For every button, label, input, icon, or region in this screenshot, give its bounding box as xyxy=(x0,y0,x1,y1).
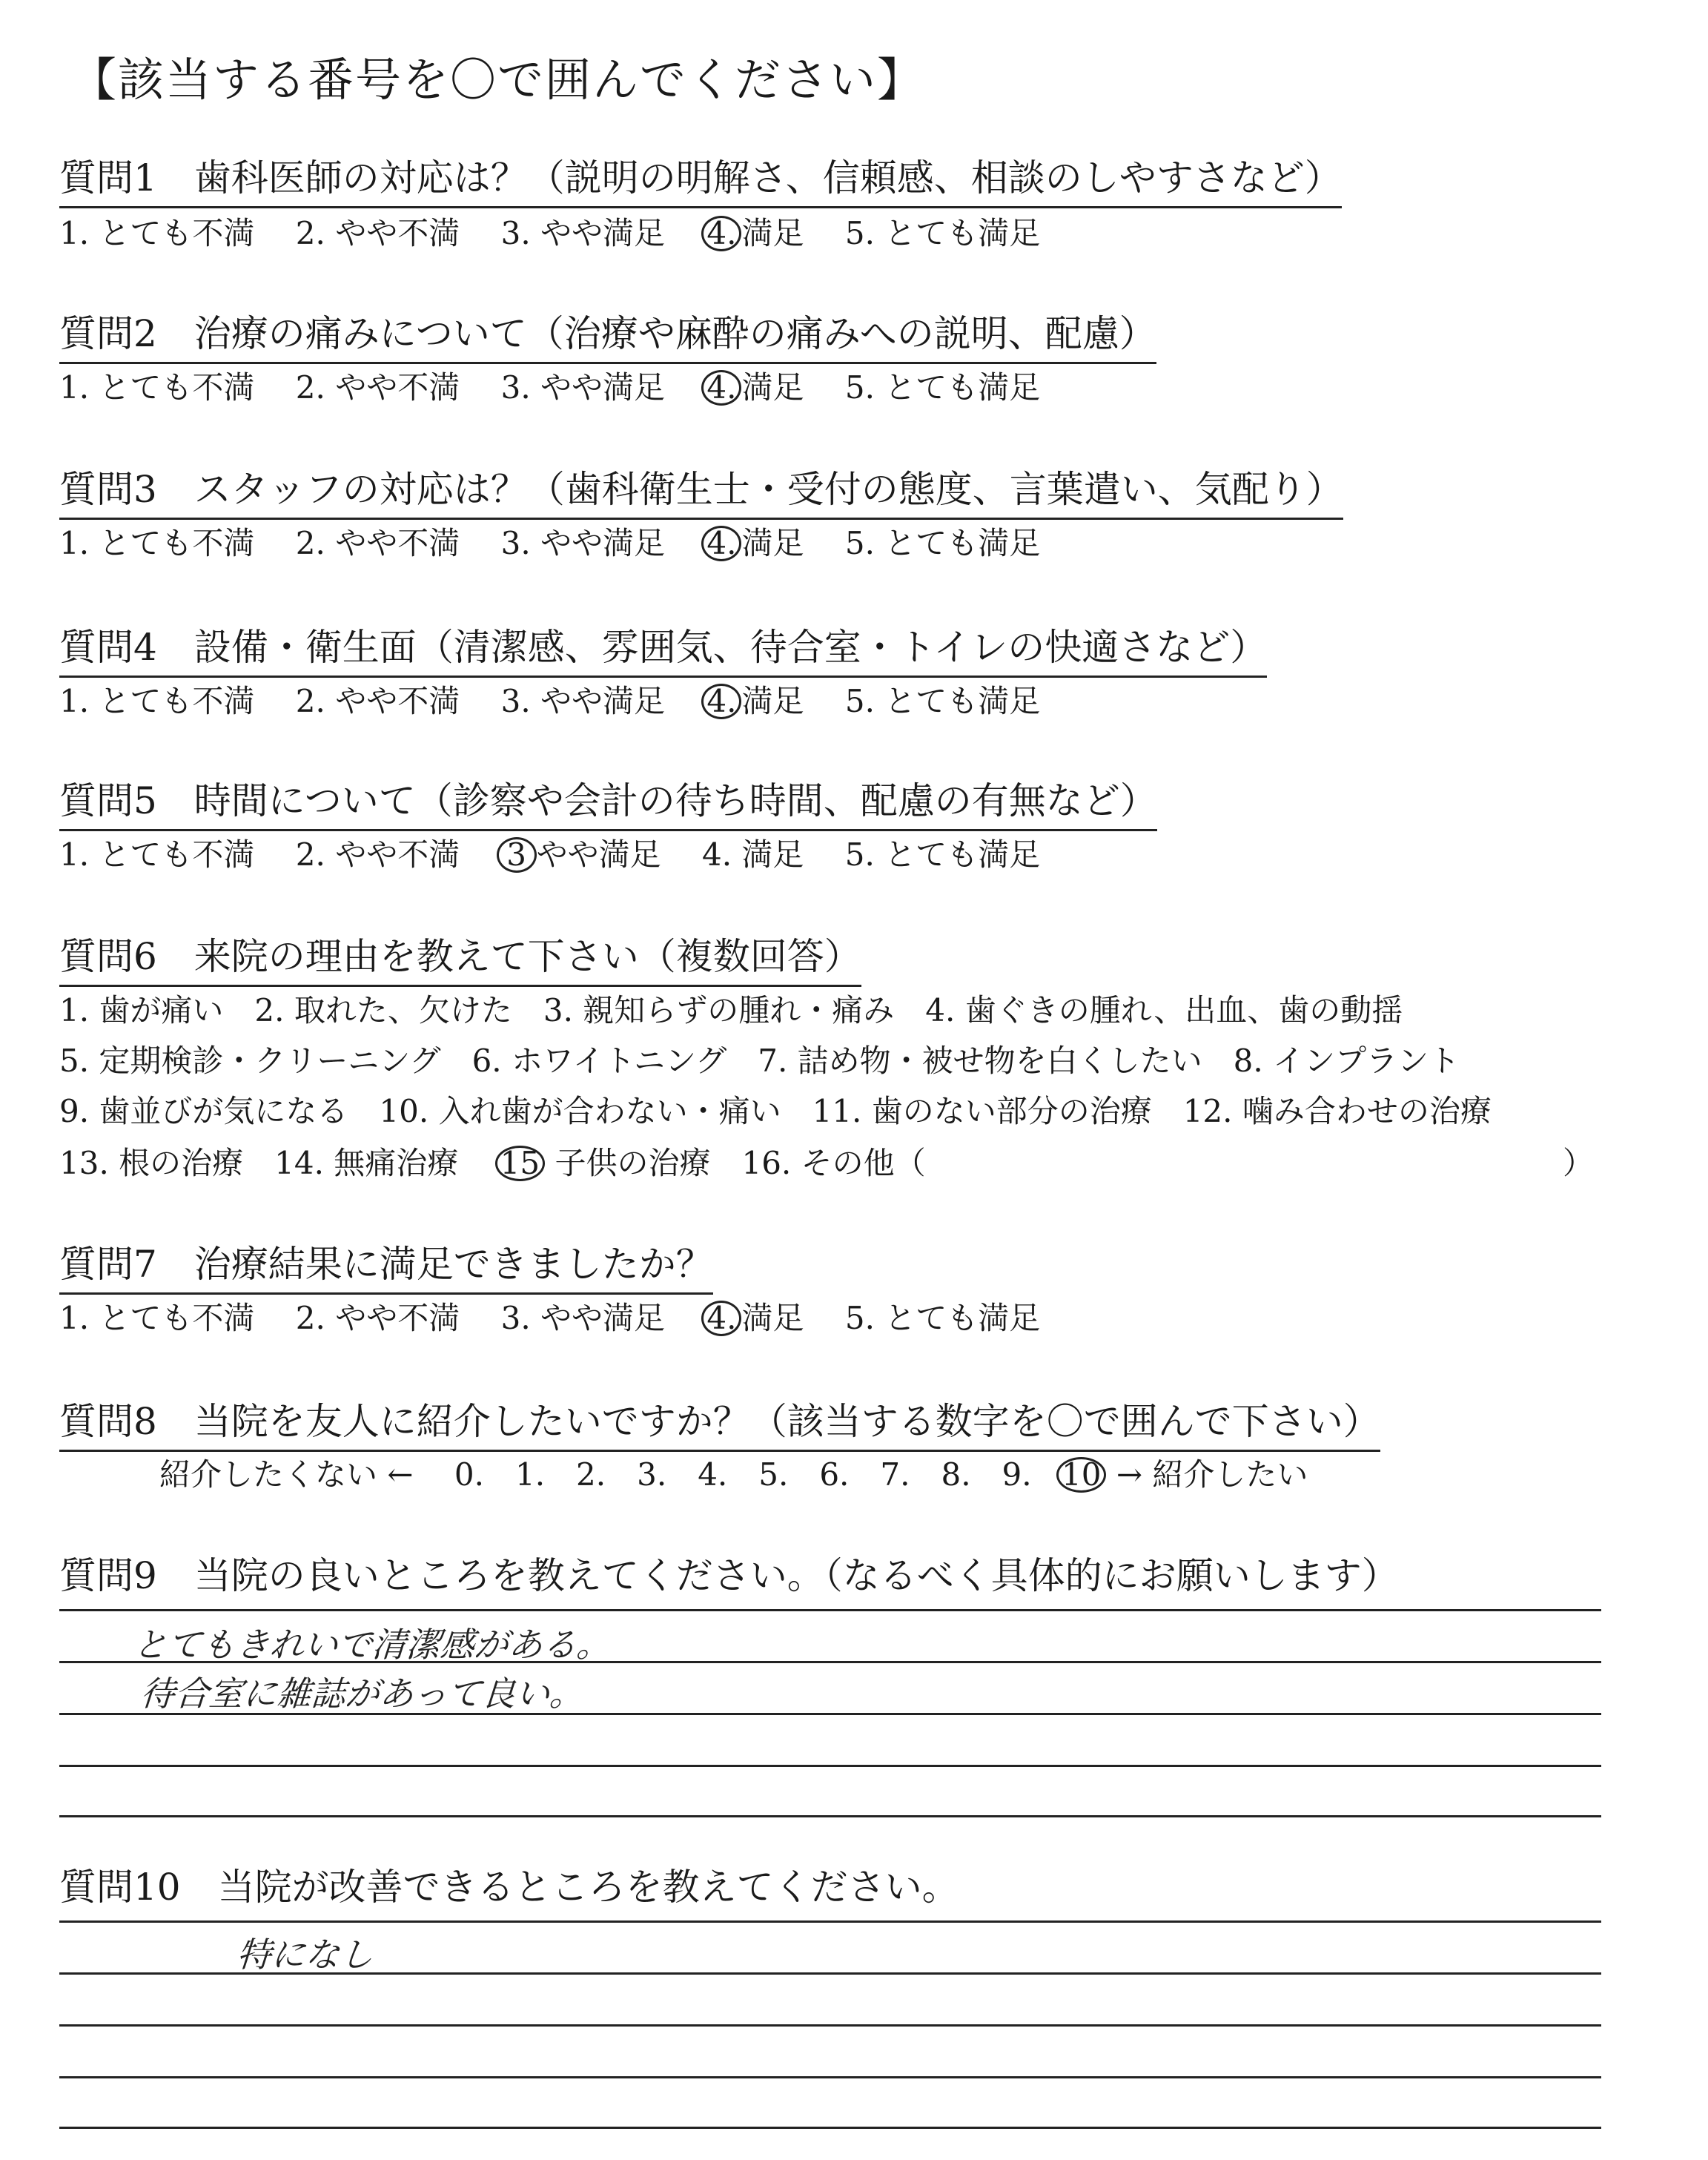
q10-answer-line xyxy=(59,2024,1601,2027)
q6-options-row-4 xyxy=(59,1139,1601,1183)
question-2-label: 質問2 治療の痛みについて（治療や麻酔の痛みへの説明、配慮） xyxy=(59,304,1156,364)
q5-option-4[interactable]: 4. 満足 xyxy=(701,836,804,873)
question-5-label: 質問5 時間について（診察や会計の待ち時間、配慮の有無など） xyxy=(59,771,1157,831)
q3-option-1[interactable]: 1. とても不満 xyxy=(59,525,255,561)
q8-scale-right-label: → 紹介したい xyxy=(1116,1456,1308,1493)
q6-other-close-paren: ） xyxy=(1562,1145,1594,1181)
question-1-label: 質問1 歯科医師の対応は？（説明の明解さ、信頼感、相談のしやすさなど） xyxy=(59,148,1342,208)
q7-option-4-circled[interactable]: 4. xyxy=(701,1301,741,1336)
question-6-label: 質問6 来院の理由を教えて下さい（複数回答） xyxy=(59,927,861,987)
q1-option-4-circled[interactable]: 4. xyxy=(701,216,741,251)
q1-option-1[interactable]: 1. とても不満 xyxy=(59,215,255,251)
q2-option-4-text: 満足 xyxy=(741,369,804,406)
q2-option-4-circled[interactable]: 4. xyxy=(701,370,741,406)
q4-option-5[interactable]: 5. とても満足 xyxy=(844,683,1041,719)
q7-option-2[interactable]: 2. やや不満 xyxy=(295,1300,460,1336)
q7-option-3[interactable]: 3. やや満足 xyxy=(500,1300,666,1336)
q6-options-row-1[interactable]: 1. 歯が痛い 2. 取れた、欠けた 3. 親知らずの腫れ・痛み 4. 歯ぐきの腫れ、出血、歯の動揺 xyxy=(59,992,1403,1028)
q1-option-3[interactable]: 3. やや満足 xyxy=(500,215,666,251)
q2-option-1[interactable]: 1. とても不満 xyxy=(59,369,255,406)
question-3-label: 質問3 スタッフの対応は？（歯科衛生士・受付の態度、言葉遣い、気配り） xyxy=(59,460,1343,520)
q3-option-2[interactable]: 2. やや不満 xyxy=(295,525,460,561)
q6-options-15-16[interactable]: 子供の治療 16. その他（ xyxy=(555,1145,926,1181)
q3-option-4-circled[interactable]: 4. xyxy=(701,526,741,561)
question-5-options xyxy=(59,830,1040,875)
q6-options-row-2[interactable]: 5. 定期検診・クリーニング 6. ホワイトニング 7. 詰め物・被せ物を白くしたい 8. インプラント xyxy=(59,1043,1460,1079)
q1-option-2[interactable]: 2. やや不満 xyxy=(295,215,460,251)
q3-option-4-text: 満足 xyxy=(741,525,804,561)
q8-scale-left-label: 紹介したくない ← xyxy=(159,1456,414,1493)
question-7-label: 質問7 治療結果に満足できましたか？ xyxy=(59,1235,713,1295)
q9-answer-line xyxy=(59,1765,1601,1767)
q6-options-row-3[interactable]: 9. 歯並びが気になる 10. 入れ歯が合わない・痛い 11. 歯のない部分の治療 12. 噛み合わせの治療 xyxy=(59,1093,1492,1129)
question-8-label: 質問8 当院を友人に紹介したいですか？（該当する数字を〇で囲んで下さい） xyxy=(59,1392,1380,1452)
q7-option-1[interactable]: 1. とても不満 xyxy=(59,1300,255,1336)
q1-option-5[interactable]: 5. とても満足 xyxy=(844,215,1041,251)
q6-option-15-circled[interactable]: 15 xyxy=(495,1146,545,1181)
question-4-options xyxy=(59,677,1040,721)
q8-selected-value-circled[interactable]: 10 xyxy=(1056,1457,1106,1493)
q1-option-4-text: 満足 xyxy=(741,215,804,251)
q9-handwritten-answer-1: とてもきれいで清潔感がある。 xyxy=(131,1625,612,1665)
q10-answer-line xyxy=(59,2076,1601,2078)
question-7-options xyxy=(59,1294,1040,1338)
q9-answer-line xyxy=(59,1815,1601,1817)
q4-option-3[interactable]: 3. やや満足 xyxy=(500,683,666,719)
q5-option-3-text: やや満足 xyxy=(536,836,661,873)
q9-handwritten-answer-2: 待合室に雑誌があって良い。 xyxy=(139,1674,586,1714)
page-title: 【該当する番号を〇で囲んでください】 xyxy=(70,53,925,107)
q2-option-2[interactable]: 2. やや不満 xyxy=(295,369,460,406)
q10-answer-line xyxy=(59,1920,1601,1923)
q10-handwritten-answer: 特になし xyxy=(235,1935,375,1975)
q4-option-1[interactable]: 1. とても不満 xyxy=(59,683,255,719)
q8-scale-values[interactable]: 0. 1. 2. 3. 4. 5. 6. 7. 8. 9. xyxy=(454,1456,1032,1493)
q7-option-4-text: 満足 xyxy=(741,1300,804,1336)
question-9-label: 質問9 当院の良いところを教えてください。（なるべく具体的にお願いします） xyxy=(59,1554,1399,1597)
question-1-options xyxy=(59,209,1040,254)
question-2-options xyxy=(59,363,1040,408)
q5-option-5[interactable]: 5. とても満足 xyxy=(844,836,1041,873)
question-4-label: 質問4 設備・衛生面（清潔感、雰囲気、待合室・トイレの快適さなど） xyxy=(59,618,1267,678)
q4-option-2[interactable]: 2. やや不満 xyxy=(295,683,460,719)
q4-option-4-text: 満足 xyxy=(741,683,804,719)
q10-answer-line xyxy=(59,2127,1601,2129)
q5-option-3-circled[interactable]: 3 xyxy=(497,837,537,873)
question-10-label: 質問10 当院が改善できるところを教えてください。 xyxy=(59,1866,959,1909)
q2-option-5[interactable]: 5. とても満足 xyxy=(844,369,1041,406)
q5-option-1[interactable]: 1. とても不満 xyxy=(59,836,255,873)
q3-option-3[interactable]: 3. やや満足 xyxy=(500,525,666,561)
q6-options-13-14[interactable]: 13. 根の治療 14. 無痛治療 xyxy=(59,1145,459,1181)
q8-scale xyxy=(159,1450,1308,1495)
q7-option-5[interactable]: 5. とても満足 xyxy=(844,1300,1041,1336)
question-3-options xyxy=(59,519,1040,564)
q2-option-3[interactable]: 3. やや満足 xyxy=(500,369,666,406)
q3-option-5[interactable]: 5. とても満足 xyxy=(844,525,1041,561)
q4-option-4-circled[interactable]: 4. xyxy=(701,684,741,719)
q5-option-2[interactable]: 2. やや不満 xyxy=(295,836,460,873)
q9-answer-line xyxy=(59,1609,1601,1611)
